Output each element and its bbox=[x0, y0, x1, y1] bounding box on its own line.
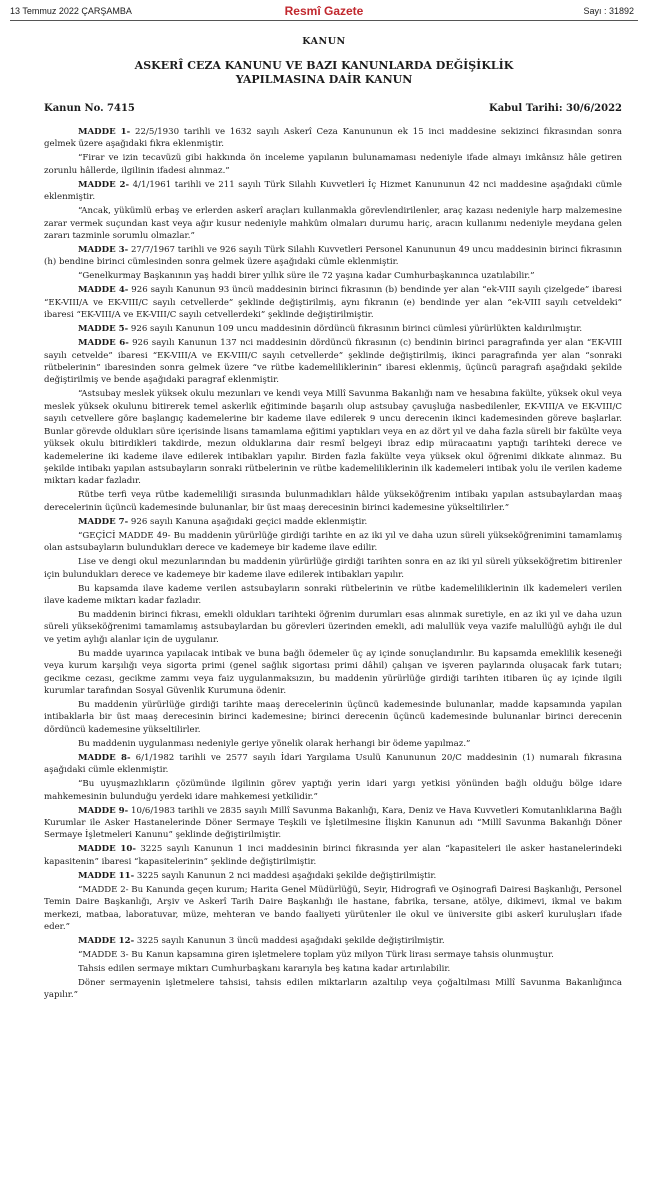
article-paragraph bbox=[44, 337, 622, 387]
paragraph-text: 926 sayılı Kanunun 109 uncu maddesinin dördüncü fıkrasının birinci cümlesi yürürlükten kaldırılmıştır. bbox=[128, 324, 583, 335]
article-paragraph bbox=[44, 323, 622, 335]
paragraph-text: 6/1/1982 tarihli ve 2577 sayılı İdari Yargılama Usulü Kanununun 20/C maddesinin (1) numaralı fıkrasına aşağıdaki cümle eklenmiştir. bbox=[44, 752, 622, 776]
paragraph-text: 4/1/1961 tarihli ve 211 sayılı Türk Silahlı Kuvvetleri İç Hizmet Kanununun 42 nci maddesine aşağıdaki cümle eklenmiştir. bbox=[44, 179, 622, 203]
paragraph-text: 926 sayılı Kanunun 93 üncü maddesinin birinci fıkrasının (b) bendinde yer alan “ek-VIII sayılı çizelgede” ibaresi “EK-VIII/A ve EK-VIII/C sayılı cetvellerde” şeklinde değiştirilmiş, aynı fıkranın (e) bendinde yer alan “ek-VIII sayılı cetveldeki” ibaresi “EK-VIII/A ve EK-VIII/C sayılı cetvellerdeki” şeklinde değiştirilmiştir. bbox=[44, 285, 622, 321]
article-label: MADDE 6- bbox=[78, 338, 129, 349]
article-label: MADDE 7- bbox=[78, 516, 129, 527]
issue-date: 13 Temmuz 2022 ÇARŞAMBA bbox=[10, 6, 132, 16]
article-paragraph bbox=[44, 179, 622, 204]
law-number: Kanun No. 7415 bbox=[44, 103, 135, 114]
article-paragraph bbox=[44, 516, 622, 528]
article-paragraph bbox=[44, 752, 622, 777]
paragraph-text: 27/7/1967 tarihli ve 926 sayılı Türk Silahlı Kuvvetleri Personel Kanununun 49 uncu maddesinin birinci fıkrasının (h) bendine birinci cümlesinden sonra gelmek üzere aşağıdaki cümle eklenmiştir. bbox=[44, 245, 622, 268]
article-label: MADDE 3- bbox=[78, 245, 129, 256]
paragraph-text: “Genelkurmay Başkanının yaş haddi birer yıllık süre ile 72 yaşına kadar Cumhurbaşkanınca uzatılabilir.” bbox=[78, 271, 535, 282]
text-paragraph bbox=[44, 270, 622, 282]
paragraph-text: Bu madde uyarınca yapılacak intibak ve buna bağlı ödemeler üç ay içinde sonuçlandırılır. Bu kapsamda emeklilik keseneği veya kurum karşılığı veya sigorta primi (genel sağlık sigortası primi dâhil) çalışan ve işveren paylarında oluşacak fark tutarı; gecikme cezası, gecikme zammı veya faiz uygulanmaksızın, bu maddenin yürürlüğe girdiği tarihten itibaren üç ay içinde ilgili kurumlar tarafından Sosyal Güvenlik Kurumuna ödenir. bbox=[44, 648, 622, 696]
paragraph-text: “Bu uyuşmazlıkların çözümünde ilgilinin görev yaptığı yerin idari yargı yetkisi yönünden bağlı olduğu bölge idare mahkemesinin bulunduğu yerdeki idare mahkemesi yetkilidir.” bbox=[44, 779, 622, 802]
text-paragraph bbox=[44, 884, 622, 934]
paragraph-text: 10/6/1983 tarihli ve 2835 sayılı Millî Savunma Bakanlığı, Kara, Deniz ve Hava Kuvvetleri Komutanlıklarına Bağlı Kurumlar ile Asker Hastanelerinde Döner Sermaye Teşkili ve İşletilmesine İlişkin Kanunun adı “Millî Savunma Bakanlığı Döner Sermaye İşletmeleri Kanunu” şeklinde değiştirilmiştir. bbox=[44, 805, 622, 841]
paragraph-text: 926 sayılı Kanunun 137 nci maddesinin dördüncü fıkrasının (c) bendinin birinci paragrafında yer alan “EK-VIII sayılı cetvelde” ibaresi “EK-VIII/A ve EK-VIII/C sayılı cetvellerde” şeklinde değiştirilmiş, ikinci paragrafında yer alan “sonraki rütbelerinin” ibaresinden sonra gelmek üzere “ve rütbe kademeliliklerinin” ibaresi eklenmiş, üçüncü paragrafı aşağıdaki şekilde değiştirilmiş ve bende aşağıdaki paragraf eklenmiştir. bbox=[44, 338, 622, 386]
text-paragraph bbox=[44, 949, 622, 961]
paragraph-text: 3225 sayılı Kanunun 3 üncü maddesi aşağıdaki şekilde değiştirilmiştir. bbox=[134, 936, 445, 947]
acceptance-date: Kabul Tarihi: 30/6/2022 bbox=[489, 103, 622, 114]
paragraph-text: “Astsubay meslek yüksek okulu mezunları ve kendi veya Millî Savunma Bakanlığı nam ve hesabına fakülte, yüksek okul veya meslek yüksek okulunu bitirerek temel askerlik eğitiminde başarılı olup astsubay çavuşluğa nasbedilenler, EK-VIII/A ve EK-VIII/C sayılı cetvellere göre başlangıç kademelerine bir kademe ilave edilerek 9 uncu derecenin ikinci kademesinden göreve başlarlar. Bunlar görevde oldukları süre içerisinde lisans tamamlama eğitimi yaptıkları veya en az dört yıl ve daha fazla süreli bir fakülte veya yüksek okulu bitirdikleri takdirde, mezun olduklarına dair resmî belgeyi ibraz edip müracaatını yaptığı tarihteki derece ve kademelerine iki kademe ilave edilerek intibakları yapılır. Birden fazla fakülte veya yüksek okul öğrenimi dikkate alınmaz. Bu şekilde intibakı yapılan astsubayların sonraki rütbelerinin ve rütbe kademeliliklerinin ilk kademeleri intibak yolu ile verilen kademe miktarı kadar fazladır. bbox=[44, 389, 622, 487]
document-type: KANUN bbox=[302, 36, 346, 47]
article-label: MADDE 2- bbox=[78, 179, 130, 190]
article-paragraph bbox=[44, 244, 622, 269]
paragraph-text: “MADDE 2- Bu Kanunda geçen kurum; Harita Genel Müdürlüğü, Seyir, Hidrografi ve Oşinografi Dairesi Başkanlığı, Personel Temin Daire Başkanlığı, Arşiv ve Askerî Tarih Daire Başkanlığı ile hastane, fabrika, tersane, atölye, dikimevi, ikmal ve bakım merkezi, matbaa, laboratuvar, müze, mehteran ve bando faaliyeti yürütenler ile okul ve üniversite gibi askerî kuruluşları ifade eder.” bbox=[44, 884, 622, 933]
article-label: MADDE 9- bbox=[78, 805, 129, 816]
paragraph-text: 926 sayılı Kanuna aşağıdaki geçici madde eklenmiştir. bbox=[128, 516, 368, 527]
paragraph-text: 3225 sayılı Kanunun 2 nci maddesi aşağıdaki şekilde değiştirilmiştir. bbox=[134, 870, 437, 881]
text-paragraph bbox=[44, 583, 622, 608]
text-paragraph bbox=[44, 738, 622, 750]
article-label: MADDE 12- bbox=[78, 936, 135, 947]
text-paragraph bbox=[44, 489, 622, 514]
article-paragraph bbox=[44, 870, 622, 882]
article-paragraph bbox=[44, 935, 622, 947]
article-label: MADDE 1- bbox=[78, 127, 131, 137]
law-body bbox=[44, 126, 622, 1003]
gazette-header bbox=[10, 4, 638, 21]
issue-number: Sayı : 31892 bbox=[583, 6, 634, 16]
paragraph-text: Döner sermayenin işletmelere tahsisi, tahsis edilen miktarların azaltılıp veya çoğaltılması Millî Savunma Bakanlığınca yapılır.” bbox=[44, 978, 622, 1001]
article-label: MADDE 8- bbox=[78, 752, 131, 763]
text-paragraph bbox=[44, 778, 622, 803]
text-paragraph bbox=[44, 609, 622, 646]
paragraph-text: “MADDE 3- Bu Kanun kapsamına giren işletmelere toplam yüz milyon Türk lirası sermaye tahsis olunmuştur. bbox=[78, 950, 554, 961]
law-title-line-2: YAPILMASINA DAİR KANUN bbox=[235, 73, 413, 86]
paragraph-text: “GEÇİCİ MADDE 49- Bu maddenin yürürlüğe girdiği tarihte en az iki yıl ve daha uzun süreli yükseköğrenimini tamamlamış olan astsubayların bulundukları derece ve kademeye bir kademe ilave edilir. bbox=[44, 530, 622, 554]
article-paragraph bbox=[44, 843, 622, 868]
law-title bbox=[0, 59, 648, 87]
paragraph-text: Tahsis edilen sermaye miktarı Cumhurbaşkanı kararıyla beş katına kadar artırılabilir. bbox=[78, 964, 451, 975]
article-paragraph bbox=[44, 805, 622, 842]
paragraph-text: “Ancak, yükümlü erbaş ve erlerden askerî araçları kullanmakla görevlendirilenler, araç kazası nedeniyle harp malzemesine zarar vermek suçundan kast veya ağır kusur nedeniyle mahkûm olmaları durumu hariç, aracın kullanımı nedeniyle meydana gelen zararı tazminle sorumlu olmazlar.” bbox=[44, 206, 622, 242]
paragraph-text: Lise ve dengi okul mezunlarından bu maddenin yürürlüğe girdiği tarihten sonra en az iki yıl süreli yükseköğretim bitirenler için bulundukları derece ve kademeye bir kademe ilave edilerek intibakları yapılır. bbox=[44, 557, 622, 580]
law-title-line-1: ASKERÎ CEZA KANUNU VE BAZI KANUNLARDA DEĞİŞİKLİK bbox=[134, 59, 514, 72]
gazette-name: Resmî Gazete bbox=[284, 4, 364, 18]
paragraph-text: Rütbe terfi veya rütbe kademeliliği sırasında bulunmadıkları hâlde yükseköğrenim intibakı yapılan astsubaylardan maaş derecelerinin üçüncü kademesinde bulunanlar, bir üst maaş derecesinin birinci kademesine yükseltilirler.” bbox=[44, 490, 622, 513]
article-label: MADDE 10- bbox=[78, 844, 136, 855]
article-paragraph bbox=[44, 284, 622, 321]
article-label: MADDE 11- bbox=[78, 870, 135, 881]
text-paragraph bbox=[44, 977, 622, 1002]
law-heading bbox=[0, 36, 648, 87]
text-paragraph bbox=[44, 205, 622, 242]
text-paragraph bbox=[44, 963, 622, 975]
paragraph-text: 22/5/1930 tarihli ve 1632 sayılı Askerî Ceza Kanununun ek 15 inci maddesine sekizinci fıkrasından sonra gelmek üzere aşağıdaki fıkra eklenmiştir. bbox=[44, 127, 622, 150]
text-paragraph bbox=[44, 152, 622, 177]
text-paragraph bbox=[44, 648, 622, 698]
paragraph-text: 3225 sayılı Kanunun 1 inci maddesinin birinci fıkrasında yer alan “kapasiteleri ile asker hastanelerindeki kapasitenin” ibaresi “kapasitelerinin” şeklinde değiştirilmiştir. bbox=[44, 844, 622, 867]
article-label: MADDE 4- bbox=[78, 285, 129, 296]
paragraph-text: Bu maddenin yürürlüğe girdiği tarihte maaş derecelerinin üçüncü kademesinde bulunanlar, madde kapsamında yapılan intibaklarla bir üst maaş derecesinin birinci kademesine; birinci derecenin üçüncü kademesinde bulunanlar birinci derecenin dördüncü kademesine yükseltilirler. bbox=[44, 699, 622, 735]
paragraph-text: Bu kapsamda ilave kademe verilen astsubayların sonraki rütbelerinin ve rütbe kademeliliklerinin ilk kademeleri verilen ilave kademe miktarı kadar fazladır. bbox=[44, 583, 622, 606]
text-paragraph bbox=[44, 699, 622, 736]
article-paragraph bbox=[44, 126, 622, 151]
text-paragraph bbox=[44, 556, 622, 581]
article-label: MADDE 5- bbox=[78, 324, 129, 335]
paragraph-text: “Firar ve izin tecavüzü gibi hakkında ön inceleme yapılanın bulunamaması nedeniyle ifade almayı imkânsız hâle getiren zorunlu hâllerde, ilgilinin ifadesi alınmaz.” bbox=[44, 153, 622, 176]
text-paragraph bbox=[44, 388, 622, 487]
paragraph-text: Bu maddenin birinci fıkrası, emekli oldukları tarihteki öğrenim durumları esas alınmak suretiyle, en az iki yıl ve daha uzun süreli yükseköğrenimi tamamlamış astsubaylardan bu görevleri üzerinden emekli, adi malullük veya vazife malullüğü aylığı ile dul ve yetim aylığı alanlar için de uygulanır. bbox=[44, 609, 622, 645]
text-paragraph bbox=[44, 530, 622, 555]
paragraph-text: Bu maddenin uygulanması nedeniyle geriye yönelik olarak herhangi bir ödeme yapılmaz.” bbox=[78, 738, 471, 749]
